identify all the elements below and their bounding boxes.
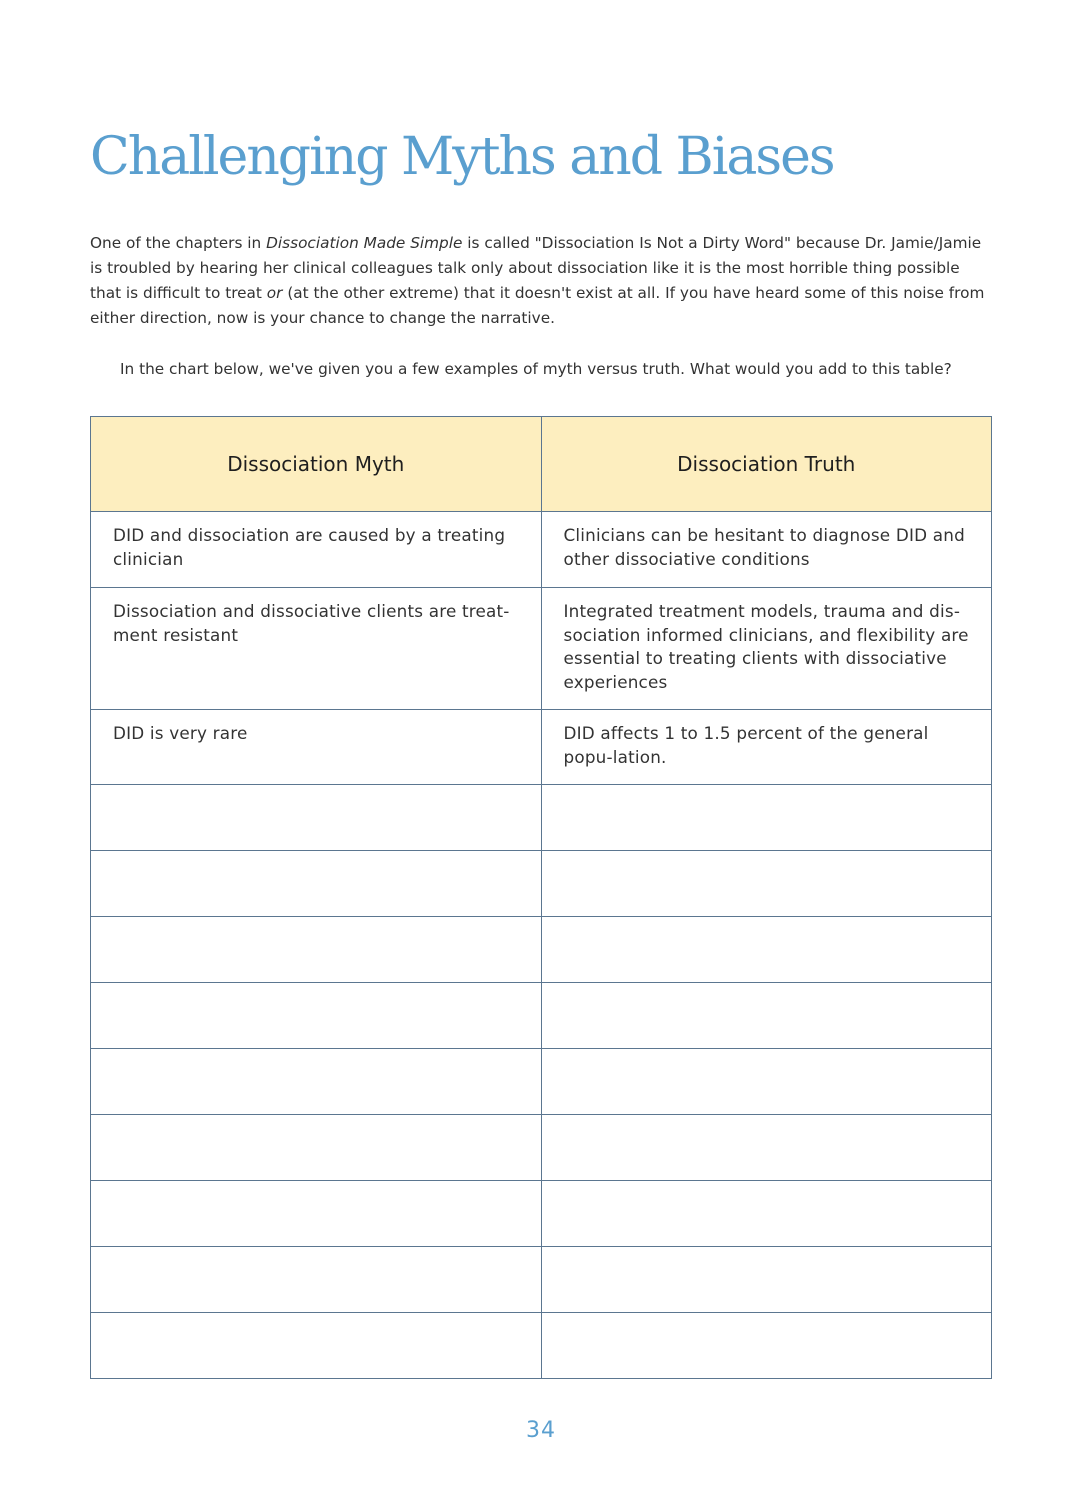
blank-truth-cell[interactable] [541, 1115, 992, 1181]
truth-cell: Integrated treatment models, trauma and dis-sociation informed clinicians, and flexibility are essential to treating clients with dissociative experiences [541, 588, 992, 710]
truth-cell: Clinicians can be hesitant to diagnose DID and other dissociative conditions [541, 512, 992, 588]
blank-truth-cell[interactable] [541, 1049, 992, 1115]
blank-truth-cell[interactable] [541, 1247, 992, 1313]
blank-myth-cell[interactable] [91, 1181, 542, 1247]
blank-table-row [91, 785, 992, 851]
table-header-row [91, 417, 992, 512]
myth-column-header: Dissociation Myth [91, 417, 542, 512]
blank-table-row [91, 1313, 992, 1379]
blank-truth-cell[interactable] [541, 983, 992, 1049]
intro-or-word: or [266, 284, 283, 302]
blank-table-row [91, 1115, 992, 1181]
page-number: 34 [526, 1418, 556, 1443]
table-body [91, 512, 992, 1379]
intro-paragraph [90, 231, 995, 331]
blank-myth-cell[interactable] [91, 1049, 542, 1115]
blank-table-row [91, 851, 992, 917]
blank-truth-cell[interactable] [541, 917, 992, 983]
blank-myth-cell[interactable] [91, 1247, 542, 1313]
intro-text-3: (at the other extreme) that it doesn't exist at all. If you have heard some of this noise from either direction, now is your chance to change the narrative. [90, 284, 985, 327]
truth-cell: DID affects 1 to 1.5 percent of the general popu-lation. [541, 710, 992, 785]
blank-myth-cell[interactable] [91, 851, 542, 917]
table-row [91, 512, 992, 588]
blank-table-row [91, 1049, 992, 1115]
blank-myth-cell[interactable] [91, 983, 542, 1049]
intro-text-1: One of the chapters in [90, 234, 267, 252]
table-prompt: In the chart below, we've given you a few examples of myth versus truth. What would you add to this table? [120, 360, 952, 378]
truth-column-header: Dissociation Truth [541, 417, 992, 512]
myth-truth-table [90, 416, 992, 1379]
blank-myth-cell[interactable] [91, 1115, 542, 1181]
blank-table-row [91, 917, 992, 983]
blank-table-row [91, 1181, 992, 1247]
blank-truth-cell[interactable] [541, 851, 992, 917]
table-row [91, 710, 992, 785]
myth-cell: DID and dissociation are caused by a treating clinician [91, 512, 542, 588]
myth-cell: Dissociation and dissociative clients are treat-ment resistant [91, 588, 542, 710]
blank-table-row [91, 983, 992, 1049]
intro-text-2: is called "Dissociation Is Not a Dirty Word" because Dr. Jamie/Jamie is troubled by hearing her clinical colleagues talk only about dissociation like it is the most horrible thing possible that is difficult to treat [90, 234, 982, 302]
page-title: Challenging Myths and Biases [90, 127, 834, 187]
blank-myth-cell[interactable] [91, 1313, 542, 1379]
blank-table-row [91, 1247, 992, 1313]
blank-truth-cell[interactable] [541, 1181, 992, 1247]
myth-cell: DID is very rare [91, 710, 542, 785]
blank-myth-cell[interactable] [91, 917, 542, 983]
blank-truth-cell[interactable] [541, 1313, 992, 1379]
blank-truth-cell[interactable] [541, 785, 992, 851]
book-title: Dissociation Made Simple [266, 234, 463, 252]
blank-myth-cell[interactable] [91, 785, 542, 851]
table-row [91, 588, 992, 710]
